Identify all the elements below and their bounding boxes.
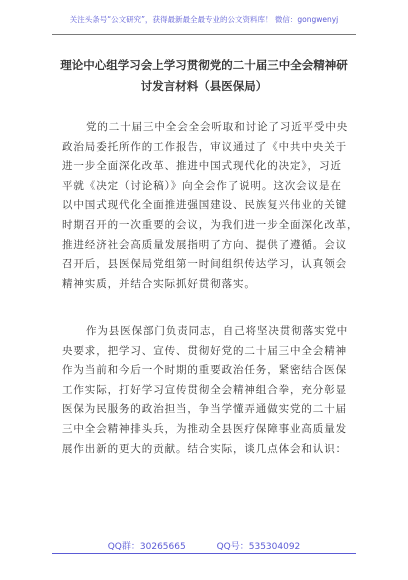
qq-group-text: QQ群：30265665 bbox=[107, 542, 186, 552]
document-title-line-2: 讨发言材料（县医保局） bbox=[140, 79, 268, 93]
footer-divider bbox=[52, 553, 356, 554]
paragraph-line: 作为当前和今后一个时期的重要政治任务，紧密结合医保 bbox=[62, 364, 347, 377]
footer-contact bbox=[0, 539, 408, 552]
paragraph-1 bbox=[62, 118, 359, 294]
paragraph-line: 平就《决定（讨论稿）》向全会作了说明。这次会议是在 bbox=[62, 179, 342, 192]
header-banner: 关注头条号“公文研究”，获得最新最全最专业的公文资料库！ 微信：gongwenyj bbox=[69, 15, 339, 24]
paragraph-2 bbox=[62, 322, 352, 459]
paragraph-line: 精神实质，并结合实际抓好贯彻落实。 bbox=[62, 277, 256, 290]
document-title-line-1: 理论中心组学习会上学习贯彻党的二十届三中全会精神研 bbox=[60, 58, 348, 72]
paragraph-line: 展作出新的更大的贡献。结合实际，谈几点体会和认识： bbox=[62, 442, 347, 455]
paragraph-line: 召开后，县医保局党组第一时间组织传达学习，认真领会 bbox=[62, 258, 347, 271]
qq-number-text: QQ号：535304092 bbox=[216, 542, 301, 552]
paragraph-line: 央要求，把学习、宣传、贯彻好党的二十届三中全会精神 bbox=[62, 344, 347, 357]
paragraph-line: 作为县医保部门负责同志，自己将坚决贯彻落实党中 bbox=[86, 325, 349, 337]
paragraph-line: 三中全会精神排头兵，为推动全县医疗保障事业高质量发 bbox=[62, 422, 347, 435]
paragraph-line: 以中国式现代化全面推进强国建设、民族复兴伟业的关键 bbox=[62, 199, 347, 212]
header-divider bbox=[52, 34, 356, 35]
paragraph-line: 进一步全面深化改革、推进中国式现代化的决定》，习近 bbox=[62, 160, 342, 173]
paragraph-line: 时期召开的一次重要的会议，为我们进一步全面深化改革， bbox=[62, 218, 359, 231]
paragraph-line: 工作实际，打好学习宣传贯彻全会精神组合拳，充分彰显 bbox=[62, 383, 347, 396]
document-title bbox=[40, 55, 368, 97]
paragraph-line: 推进经济社会高质量发展指明了方向、提供了遵循。会议 bbox=[62, 238, 347, 251]
paragraph-line: 政治局委托所作的工作报告，审议通过了《中共中央关于 bbox=[62, 140, 347, 153]
paragraph-line: 党的二十届三中全会全会听取和讨论了习近平受中央 bbox=[86, 121, 349, 133]
paragraph-line: 医保为民服务的政治担当，争当学懂弄通做实党的二十届 bbox=[62, 403, 347, 416]
